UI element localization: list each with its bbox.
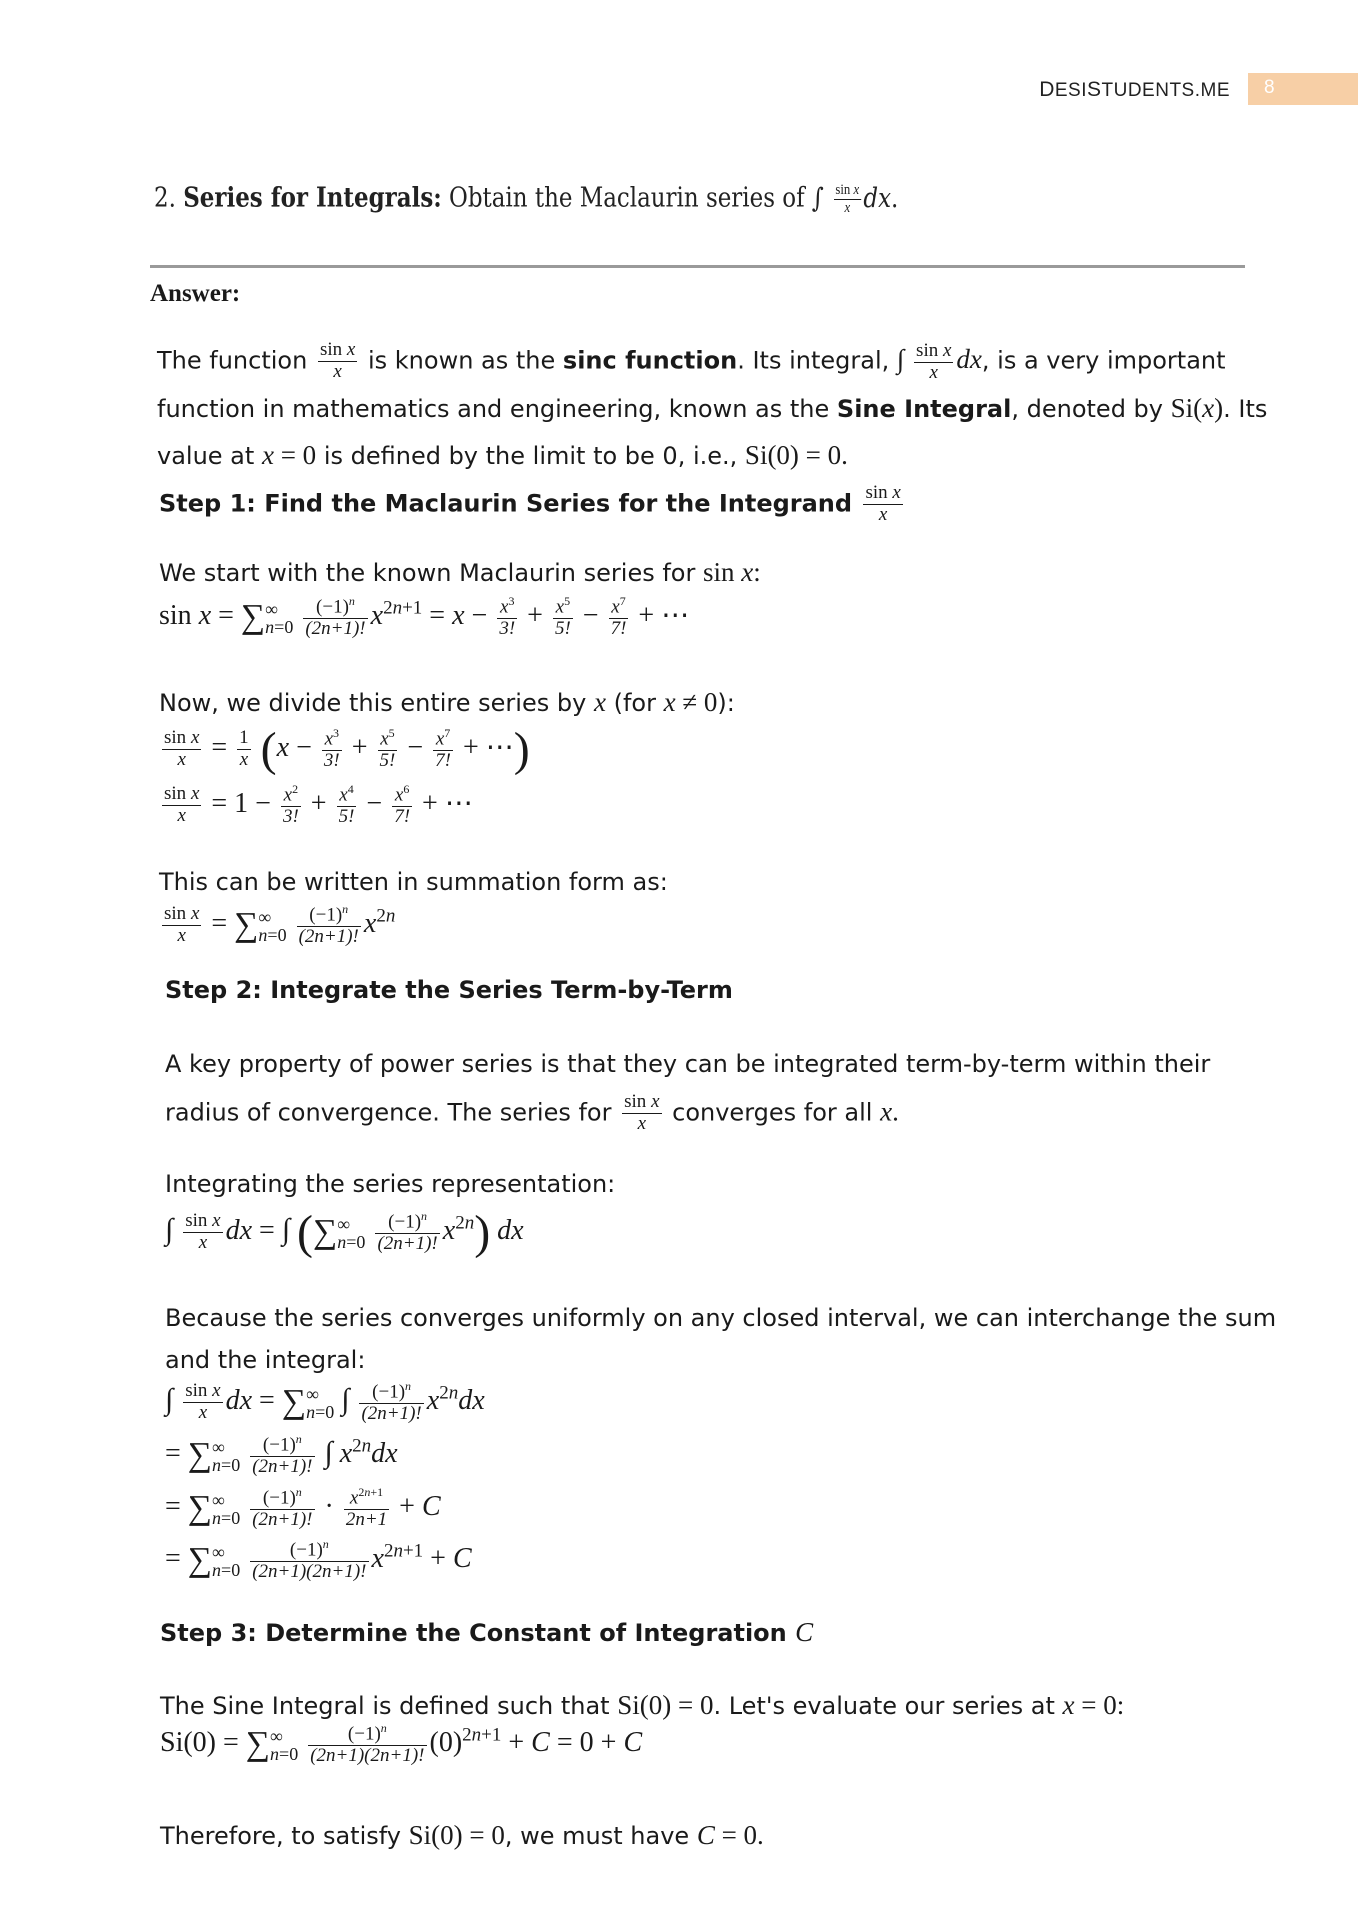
step2-heading-text: Step 2: Integrate the Series Term-by-Term	[165, 976, 733, 1004]
step2-text: A key property of power series is that they can be integrated term-by-term within their	[165, 1050, 1211, 1078]
interchange-formula-3: = ∑ ∞ n=0 $\frac{(-1)^n}{(2n+1)!}$ · $\frac{x^{2n+1}}{2n+1}$ + C	[165, 1485, 441, 1531]
intro-line-2	[157, 393, 1267, 424]
si-notation: Si(x)	[1170, 393, 1224, 423]
x-var: x.	[880, 1096, 899, 1127]
step3-line-2	[160, 1820, 764, 1851]
question-title: Series for Integrals:	[183, 182, 442, 214]
intro-text: function in mathematics and engineering, known as the	[157, 395, 830, 423]
step2-line-5	[165, 1346, 365, 1374]
intro-text: . Its integral,	[737, 346, 890, 375]
site-name-part1: ESI	[1054, 80, 1087, 101]
step3-text: Therefore, to satisfy	[160, 1822, 401, 1850]
intro-text: is known as the	[367, 346, 556, 375]
intro-text: value at	[157, 442, 255, 470]
step2-text: radius of convergence. The series for	[165, 1098, 612, 1127]
step2-text: Because the series converges uniformly on any closed interval, we can interchange the sum	[165, 1304, 1277, 1332]
constant-c: C	[795, 1617, 814, 1647]
si-zero-formula: Si(0) = ∑ ∞ n=0 $\frac{(-1)^n}{(2n+1)(2n+1)!}$ $(0)^{2n+1} + C = 0 + C$	[160, 1721, 643, 1767]
step1-heading-text: Step 1: Find the Maclaurin Series for the Integrand	[159, 489, 853, 518]
divider	[150, 265, 1245, 268]
sinc-summation-formula: $\frac{\text{sin x}}{x}$ = ∑ ∞ n=0 $\frac{(-1)^n}{(2n+1)!}$ $x^{2n}$	[164, 902, 396, 948]
divide-series-formula: $\frac{\text{sin x}}{x}$ = $\frac{1}{x}$ (x − $\frac{x^3}{3!}$ + $\frac{x^5}{5!}$ − $\frac{x^7}{7!}$ + ⋯)	[164, 723, 530, 776]
step1-text: We start with the known Maclaurin series for	[159, 559, 696, 587]
sinc-fraction: $\frac{\text{sin x}}{x}$	[319, 339, 356, 382]
si-zero: Si(0) = 0.	[744, 440, 848, 470]
x-equals-zero: x = 0	[261, 440, 317, 470]
step3-text: . Let's evaluate our series at	[713, 1692, 1055, 1720]
question	[154, 182, 898, 216]
page-number: 8	[1264, 77, 1275, 98]
x-var: x	[593, 687, 606, 717]
sinc-series-formula: $\frac{\text{sin x}}{x}$ = 1 − $\frac{x^2}{3!}$ + $\frac{x^4}{5!}$ − $\frac{x^6}{7!}$ + ⋯	[164, 782, 473, 828]
interchange-formula-1: ∫ $\frac{\text{sin x}}{x}$ dx = ∑ ∞ n=0 ∫ $\frac{(-1)^n}{(2n+1)!}$ $x^{2n}dx$	[165, 1379, 485, 1425]
intro-text: , denoted by	[1011, 395, 1163, 423]
step2-line-1	[165, 1050, 1210, 1078]
question-text: Obtain the Maclaurin series of	[449, 182, 805, 214]
x-nonzero: x ≠ 0	[663, 687, 718, 717]
site-name-cap2: S	[1086, 78, 1102, 101]
step1-heading	[159, 483, 906, 526]
step2-text: and the integral:	[165, 1346, 366, 1374]
si-zero: Si(0) = 0	[408, 1820, 505, 1850]
site-name-part2: TUDENTS.ME	[1101, 80, 1230, 101]
x-equals-zero: x = 0:	[1062, 1690, 1125, 1720]
step1-text: Now, we divide this entire series by	[159, 689, 587, 717]
intro-text: . Its	[1223, 395, 1268, 423]
step1-line-3	[159, 868, 668, 896]
page-number-badge	[1248, 73, 1358, 105]
step2-line-3	[165, 1170, 615, 1198]
interchange-formula-2: = ∑ ∞ n=0 $\frac{(-1)^n}{(2n+1)!}$ ∫ $x^{2n}dx$	[165, 1432, 398, 1478]
question-number: 2.	[154, 182, 176, 214]
answer-label: Answer:	[150, 280, 241, 307]
intro-line-1	[157, 340, 1226, 384]
sin-series-formula: sin x = ∑ ∞ n=0 $\frac{(-1)^n}{(2n+1)!}$ $x^{2n+1} = x$ − $\frac{x^3}{3!}$ + $\frac{x^5}{5!}$ − $\frac{x^7}{7!}$ + ⋯	[159, 594, 690, 640]
step2-heading	[165, 976, 733, 1004]
step3-heading	[160, 1617, 813, 1648]
integral-series-formula: ∫ $\frac{\text{sin x}}{x}$ dx = ∫ (∑ ∞ n=0 $\frac{(-1)^n}{(2n+1)!}$ $x^{2n}$) dx	[165, 1206, 524, 1259]
question-formula: ∫ $\frac{\text{sin x}}{x}$ dx.	[811, 182, 899, 216]
step2-text: Integrating the series representation:	[165, 1170, 616, 1198]
step2-line-4	[165, 1304, 1276, 1332]
step3-text: The Sine Integral is defined such that	[160, 1692, 610, 1720]
step1-text: (for	[613, 689, 656, 717]
step2-text: converges for all	[672, 1098, 873, 1127]
step3-line-1	[160, 1690, 1124, 1721]
step1-line-1	[159, 557, 761, 588]
integral-formula: ∫ $\frac{\text{sin x}}{x}$ dx	[896, 339, 982, 383]
sin-x: sin x:	[702, 557, 761, 587]
c-equals-zero: C = 0.	[696, 1820, 764, 1850]
interchange-formula-4: = ∑ ∞ n=0 $\frac{(-1)^n}{(2n+1)(2n+1)!}$ $x^{2n+1} + C$	[165, 1537, 472, 1583]
intro-line-3	[157, 440, 848, 471]
sinc-term: sinc function	[562, 346, 738, 375]
intro-text: The function	[157, 346, 308, 375]
site-name	[1039, 78, 1230, 102]
step1-text: ):	[717, 689, 735, 717]
step1-line-2	[159, 687, 735, 718]
intro-text: is defined by the limit to be 0, i.e.,	[323, 442, 738, 470]
step2-line-2	[165, 1092, 899, 1135]
step3-heading-text: Step 3: Determine the Constant of Integration	[160, 1619, 787, 1647]
integrand-fraction: $\frac{\text{sin x}}{x}$	[865, 482, 901, 525]
sine-integral-term: Sine Integral	[836, 395, 1012, 423]
si-zero: Si(0) = 0	[617, 1690, 714, 1720]
intro-text: , is a very important	[981, 346, 1226, 375]
site-name-cap1: D	[1039, 78, 1055, 101]
step1-text: This can be written in summation form as:	[159, 868, 668, 896]
step3-text: , we must have	[504, 1822, 690, 1850]
sinc-fraction: $\frac{\text{sin x}}{x}$	[624, 1091, 660, 1134]
